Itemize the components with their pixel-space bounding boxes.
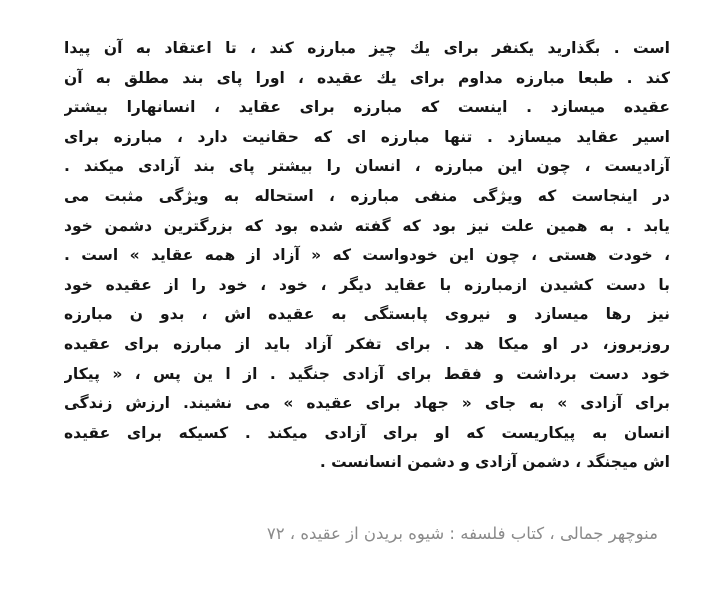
text-line: روزبروز، در او میکا هد . برای تفکر آزاد باید از مبارزه برای عقیده <box>64 334 670 353</box>
text-line: در اینجاست که ویژگی منفی مبارزه ، استحاله به ویژگی مثبت می <box>64 186 670 205</box>
text-line: یابد . به همین علت نیز بود که گفته شده بود که بزرگترین دشمن خود <box>64 216 670 235</box>
text-line: ، خودت هستی ، چون این خودواست که « آزاد از همه عقاید » است . <box>64 246 670 265</box>
text-line: نیز رها میسازد و نیروی پابستگی به عقیده اش ، بدو ن مبارزه <box>64 305 670 324</box>
text-line: است . بگذارید یکنفر برای یك چیز مبارزه کند ، تا اعتقاد به آن پیدا <box>64 39 670 57</box>
text-line: خود دست برداشت و فقط برای آزادی جنگید . از ا ین پس ، « پیکار <box>64 364 670 383</box>
text-line: عقیده میسازد . اینست که مبارزه برای عقاید ، انسانهارا بیشتر <box>64 98 670 117</box>
text-line: کند . طبعا مبارزه مداوم برای یك عقیده ، اورا پای بند مطلق به آن <box>64 68 670 87</box>
text-line: آزادیست ، چون این مبارزه ، انسان را بیشتر پای بند آزادی میکند . <box>64 157 670 176</box>
body-paragraph <box>64 34 670 478</box>
citation: منوچهر جمالی ، کتاب فلسفه : شیوه بریدن از عقیده ، ۷۲ <box>266 524 658 543</box>
text-line: اسیر عقاید میسازد . تنها مبارزه ای که حقانیت دارد ، مبارزه برای <box>64 127 670 146</box>
text-line: اش میجنگد ، دشمن آزادی و دشمن انسانست . <box>319 453 670 472</box>
text-line: انسان به پیکاریست که او برای آزادی میکند . کسیکه برای عقیده <box>64 423 670 442</box>
text-line: برای آزادی » به جای « جهاد برای عقیده » می نشیند. ارزش زندگی <box>64 394 670 413</box>
text-line: با دست کشیدن ازمبارزه با عقاید دیگر ، خود ، خود را از عقیده خود <box>64 275 670 294</box>
